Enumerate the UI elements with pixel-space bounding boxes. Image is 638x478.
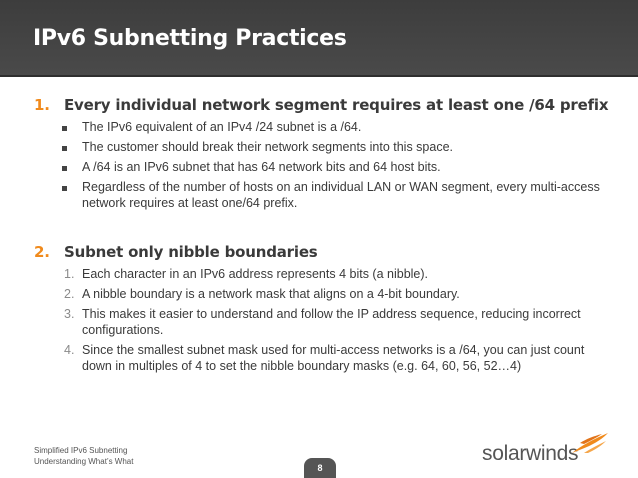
list-item: 3. This makes it easier to understand and follow the IP address sequence, reducing incorrect configurations.	[34, 306, 614, 338]
section-1	[34, 96, 614, 211]
section-number: 2.	[34, 243, 50, 261]
numbered-list	[34, 266, 614, 374]
section-heading-text: Every individual network segment requires at least one /64 prefix	[64, 96, 609, 114]
solarwinds-logo	[482, 431, 610, 467]
page-number-tab	[304, 458, 336, 478]
list-item: The IPv6 equivalent of an IPv4 /24 subnet is a /64.	[34, 119, 614, 135]
list-item: 1. Each character in an IPv6 address represents 4 bits (a nibble).	[34, 266, 614, 282]
logo-text: solarwinds	[482, 442, 579, 465]
footer-line-1: Simplified IPv6 Subnetting	[34, 446, 128, 455]
section-heading	[34, 96, 614, 114]
item-number: 3.	[64, 307, 75, 321]
footer-text	[34, 445, 133, 467]
item-number: 4.	[64, 343, 75, 357]
page-number: 8	[317, 463, 323, 473]
item-number: 1.	[64, 267, 75, 281]
section-heading-text: Subnet only nibble boundaries	[64, 243, 318, 261]
footer-line-2: Understanding What’s What	[34, 457, 134, 466]
list-item: 4. Since the smallest subnet mask used for multi-access networks is a /64, you can just count down in multiples of 4 to set the nibble boundary masks (e.g. 64, 60, 56, 52…4)	[34, 342, 614, 374]
section-2	[34, 243, 614, 374]
title-bar	[0, 0, 638, 77]
item-number: 2.	[64, 287, 75, 301]
slide-title: IPv6 Subnetting Practices	[33, 26, 347, 51]
list-item: 2. A nibble boundary is a network mask that aligns on a 4-bit boundary.	[34, 286, 614, 302]
slide-content	[34, 96, 614, 378]
square-bullet-icon	[34, 139, 82, 155]
list-item: The customer should break their network segments into this space.	[34, 139, 614, 155]
bullet-list	[34, 119, 614, 211]
list-item: Regardless of the number of hosts on an individual LAN or WAN segment, every multi-access network requires at least one/64 prefix.	[34, 179, 614, 211]
section-number: 1.	[34, 96, 50, 114]
square-bullet-icon	[34, 179, 82, 211]
square-bullet-icon	[34, 119, 82, 135]
square-bullet-icon	[34, 159, 82, 175]
list-item: A /64 is an IPv6 subnet that has 64 network bits and 64 host bits.	[34, 159, 614, 175]
solarwinds-bird-icon	[570, 431, 610, 455]
section-heading	[34, 243, 614, 261]
